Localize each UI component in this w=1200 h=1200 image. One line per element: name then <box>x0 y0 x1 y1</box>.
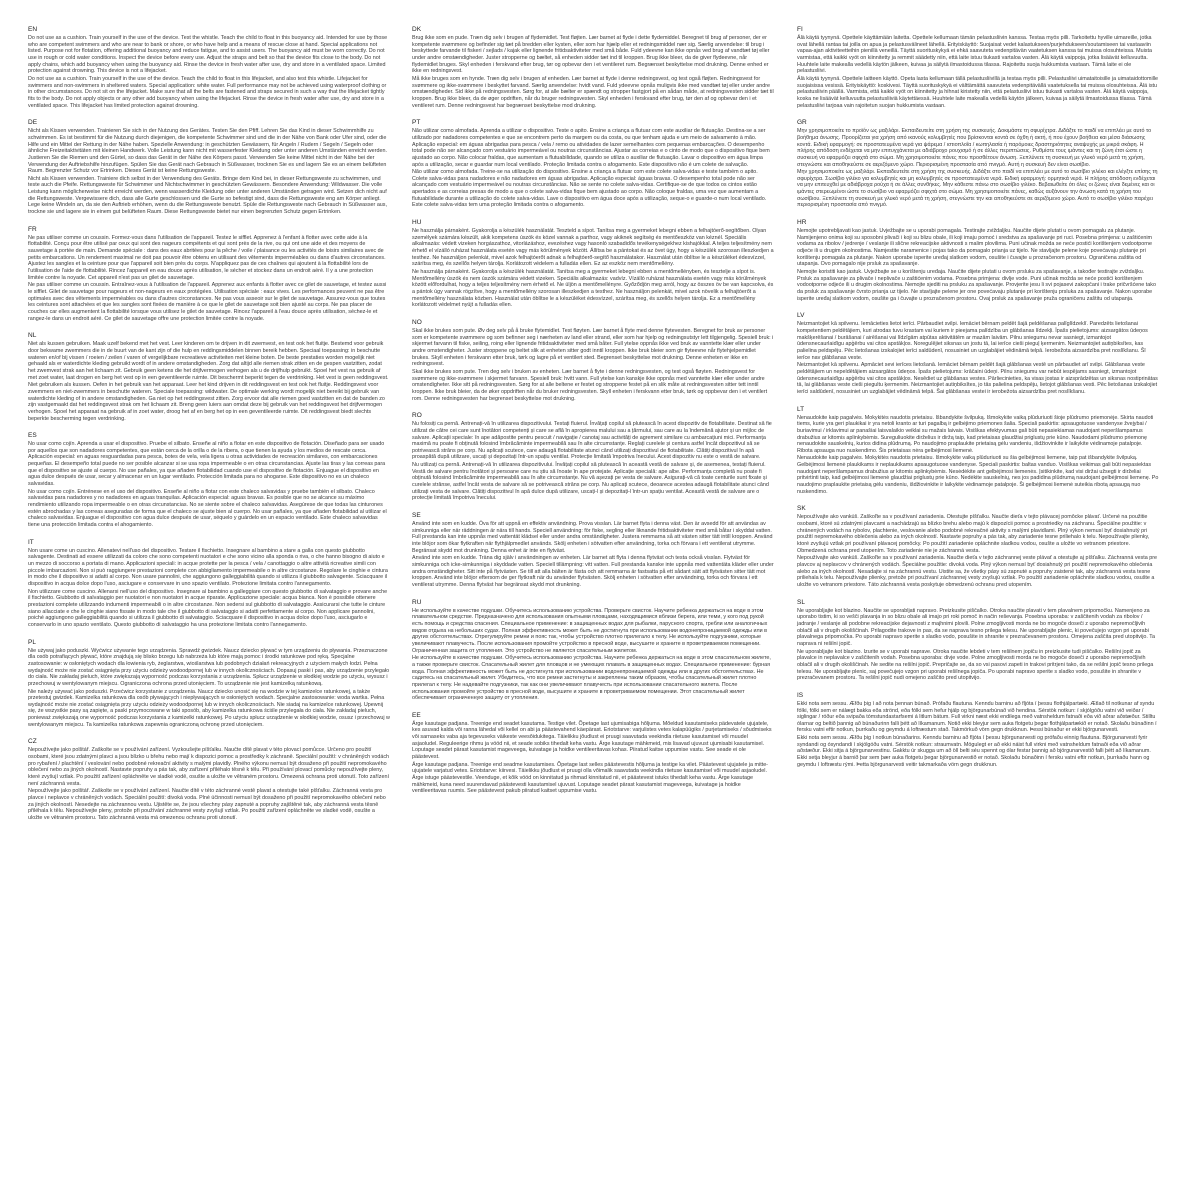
instruction-paragraph: Ärge kasutage padjana. Treenige end seadme kasutamises. Õpetage last selles päästevestis hõljuma ja testige ka vilet. Päästevest ujujatele ja mitte-ujujatele varjatud vetes. Eriotstarve: kiirvesi. Täielikku jõudlust ei pruugi olla võimalik saavutada veekindla riietuse kasutamisel või muudel asjaoludel. Ärge istuge päästevestile. Veenduge, et kõik vööd on kinnitatud ja rihmad kinnitatud nii, et päästevest istuks tihedalt keha vastu. Ärge kasutage mähkmeid, kuna need suurendavad päästevesti kasutamisel ujuvust. Loputage seadet pärast kasutamist mageveega, kuivatage ja hoidke ventileeritavas ruumis. See päästevest pakub piiratud kaitset uppumise vastu. <box>412 761 768 795</box>
language-code: IS <box>797 691 804 699</box>
instruction-paragraph: Nemojte upotrebljavati kao jastuk. Uvježbajte se u uporabi pomagala. Testirajte zviždaljku. Naučite dijete plutati u ovom pomagalu za plutanje. Namijenjeno onima koji su sposobni plivači i koji su blizu obale, ili koji imaju pomoć i sredstva za spašavanje pri ruci. Posebna primjena: u zaštićenim vodama za ribolov / jedrenje / veslanje ili slične rekreacijske aktivnosti s malim plovilima. Puni učinak možda se neće postići korištenjem vodootporne odjeće ili u drugim okolnostima. Namjestite naramenice i pojas tako da pomagalo prianja uz tijelo. Ne stavljajte pelene koje povećavaju plutanje pri korištenju pomagala za plutanje. Nakon uporabe isperite uređaj slatkom vodom, osušite i čuvajte u prozračenom prostoru. Ograničena zaštita od utapanja. Ovo pomagalo nije prsluk za spašavanje. <box>797 228 1153 268</box>
instruction-paragraph: Μην χρησιμοποιείτε ως μαξιλάρι. Εκπαιδευτείτε στη χρήση της συσκευής. Διδάξτε στο παιδί να επιπλέει με αυτό το σωσίβιο γιλέκο και ελέγξτε επίσης τη σφυρίχτρα. Σωσίβιο γιλέκο για κολυμβητές και μη κολυμβητές σε προστατευμένα νερά. Ειδική εφαρμογή: ορμητικά νερά. Η πλήρης απόδοση ενδέχεται να μην επιτευχθεί με αδιάβροχα ρούχα ή σε άλλες συνθήκες. Μην κάθεστε πάνω στο σωσίβιο γιλέκο. Βεβαιωθείτε ότι όλες οι ζώνες είναι δεμένες και οι ιμάντες στερεωμένοι ώστε το σωσίβιο να εφαρμόζει σφιχτά στο σώμα. Μη χρησιμοποιείτε πάνες, καθώς αυξάνουν την άνωση κατά τη χρήση του σωσίβιου. Ξεπλύνετε τη συσκευή με γλυκό νερό μετά τη χρήση, στεγνώστε την και αποθηκεύστε σε αεριζόμενο χώρο. Αυτό το σωσίβιο γιλέκο παρέχει περιορισμένη προστασία από πνιγμό. <box>797 169 1158 209</box>
language-section-lv <box>797 312 1159 395</box>
language-code: IT <box>28 538 34 546</box>
instruction-paragraph: Ne uporabljajte kot blazino. Naučite se uporabljati napravo. Preizkusite piščalko. Otroka naučite plavati v tem plavalnem pripomočku. Namenjeno za uporabo tistim, ki so vešči plavanja in so blizu obale ali imajo pri roki pomoč in način reševanja. Posebna uporaba: v zaščitenih vodah za ribolov / jadranje / veslanje ali podobne rekreacijske dejavnosti z majhnimi plovili. Polne zmogljivosti morda ne bo mogoče doseči z uporabo nepremočljivih oblačil ali v drugih okoliščinah. Prilagodite trakove in pas, da se naprava tesno prilega telesu. Ne uporabljajte plenic, ki povečujejo vzgon pri uporabi plavalnega pripomočka. Po uporabi napravo sperite s sladko vodo, posušite in shranite v prezračevanem prostoru. Omejena zaščita pred utopitvijo. Ta naprava ni rešilni jopič. <box>797 607 1155 647</box>
language-code: NO <box>412 318 422 326</box>
instruction-paragraph: No usar como cojín. Aprenda a usar el dispositivo. Pruebe el silbato. Enseñe al niño a flotar en este dispositivo de flotación. Diseñado para ser usado por aquellos que son nadadores competentes, que están cerca de la orilla o de la ribera, o que tienen la ayuda y los medios de rescate cerca. Aplicación especial: en aguas resguardadas para pesca, botes de vela, vela ligera u otras actividades de recreación similares, con embarcaciones pequeñas. El desempeño total puede no ser posible alcanzar si se usa ropa impermeable o en otras circunstancias. Ajuste las tiras y las correas para que el dispositivo se ajuste al cuerpo. No use pañales, ya que añaden flotabilidad cuando use el dispositivo de flotación. Enjuague el dispositivo en agua dulce después de usar, secar y almacenar en un lugar ventilado. Protección limitada para no ahogarse. Este dispositivo no es un chaleco salvavidas. <box>28 441 386 488</box>
language-code: HU <box>412 219 422 227</box>
instruction-paragraph: Ärge kasutage padjana. Treenige end seadet kasutama. Testige vilet. Õpetage last ujumisabiga hõljuma. Mõeldud kasutamiseks pädevatele ujujatele, kes asuvad kalda või ranna lähedal või kellel on abi ja päästevahend käepärast. Eriotstarve: varjulistes vetes kalapüügiks / purjetamiseks / sõudmiseks või sarnaseks vaba aja tegevuseks väikeste veesõidukitega. Täielikku jõudlust ei pruugi saavutada veekindla riietuse kasutamisel või muudel asjaoludel. Reguleerige rihmu ja vööd nii, et seade sobiks tihedalt keha vastu. Ärge kasutage mähkmeid, mis lisavad ujuvust ujumisabi kasutamisel. Loputage seadet pärast kasutamist mageveega, kuivatage ja hoidke ventileeritavas kohas. Piiratud kaitse uppumise vastu. See seade ei ole päästevest. <box>412 720 772 761</box>
instruction-paragraph: Må ikke bruges som en hynde. Træn dig selv i brugen af enheden. Lær barnet at flyde i denne redningsvest, og test også fløjten. Redningsvest for svømmere og ikke-svømmere i beskyttet farvand. Særlig anvendelse: hvidt vand. Fuld ydeevne opnås muligvis ikke med vandtæt tøj eller under andre omstændigheder. Sid ikke på redningsvesten. Sørg for, at alle bælter er spændt og stropper fastgjort på en sådan måde, at redningsvesten sidder tæt til kroppen. Brug ikke bleer, da de øger opdriften, når du bruger redningsvesten. Skyl enheden i ferskvand efter brug, tør den af og opbevar den i et ventileret rum. Denne redningsvest har begrænset beskyttelse mod drukning. <box>412 75 774 109</box>
language-code: HR <box>797 219 807 227</box>
language-section-no <box>412 319 774 402</box>
language-code: SE <box>412 512 421 520</box>
instruction-paragraph: Skal ikke brukes som pute. Øv deg selv på å bruke flytemidlet. Test fløyten. Lær barnet å flyte med denne flytevesten. Beregnet for bruk av personer som er kompetente svømmere og som befinner seg i nærheten av land eller strand, eller som har hjelp og redningsutstyr lett tilgjengelig. Spesiell bruk: i skjermet farvann til fiske, seiling, roing eller lignende fritidsaktiviteter med små båter. Full ytelse oppnås ikke ved bruk av vanntette klær eller under andre omstendigheter. Juster stroppene og beltet slik at enheten sitter godt inntil kroppen. Ikke bruk bleier som gir flyteevne når flytehjelpemidlet brukes. Skyll enheten i ferskvann etter bruk, tørk og lagre på et ventilert sted. Begrenset beskyttelse mot drukning. Denne enheten er ikke en redningsvest. <box>412 327 774 368</box>
language-code: EN <box>28 26 38 33</box>
language-section-fi <box>797 26 1159 109</box>
instruction-paragraph: Niet gebruiken als kussen. Oefen in het gebruik van het apparaat. Leer het kind drijven in dit reddingsvest en test ook het fluitje. Reddingsvest voor zwemmers en niet-zwemmers in beschutte wateren. Speciale toepassing: wildwater. De optimale werking wordt mogelijk niet bereikt bij gebruik van waterdichte kleding of in andere omstandigheden. Ga niet op het reddingsvest zitten. Zorg ervoor dat alle riemen goed vastzitten en dat de banden zo zijn vastgemaakt dat het reddingsvest strak om het lichaam zit. Breng geen luiers aan omdat deze bij gebruik van het reddingsvest het drijfvermogen verhogen. Spoel het apparaat na gebruik af in zoet water, droog het af en berg het op in een geventileerde ruimte. Dit reddingsvest biedt slechts beperkte bescherming tegen verdrinking. <box>28 382 385 422</box>
instruction-paragraph: No usar como cojín. Entrénese en el uso del dispositivo. Enseñe al niño a flotar con este chaleco salvavidas y pruebe también el silbato. Chaleco salvavidas para nadadores y no nadadores en aguas tranquilas. Aplicación especial: aguas bravas. Es posible que no se alcance su máximo rendimiento utilizando ropa impermeable o en otras circunstancias. No se siente sobre el chaleco salvavidas. Asegúrese de que todas las cinturones estén abrochadas y las correas aseguradas de forma que el chaleco se ajuste bien al cuerpo. No usar pañales, ya que añaden flotabilidad al utilizar el chaleco salvavidas. Enjuague el dispositivo con agua dulce después de usar, séquelo y guárdelo en un espacio ventilado. Este chaleco salvavidas tiene una protección limitada contra el ahogamiento. <box>28 488 387 529</box>
language-section-hr <box>797 219 1159 302</box>
instruction-paragraph: Не используйте в качестве подушки. Обучитесь использованию устройства. Проверьте свисток. Научите ребенка держаться на воде в этом плавательном средстве. Предназначено для использования опытными пловцами, находящимися вблизи берега, или теми, у кого под рукой есть помощь и средства спасения. Специальное применение: в защищенных водах для рыбалки, парусного спорта, гребли или аналогичных видов отдыха на небольших судах. Полная эффективность может быть не достигнута при использовании водонепроницаемой одежды или в других обстоятельствах. Отрегулируйте ремни и пояс так, чтобы устройство плотно прилегало к телу. Не используйте подгузники, которые увеличивают плавучесть. После использования промойте устройство в пресной воде, высушите и храните в проветриваемом помещении. Ограниченная защита от утопления. Это устройство не является спасательным жилетом. <box>412 607 768 654</box>
instruction-paragraph: Nie należy używać jako poduszki. Przećwicz korzystanie z urządzenia. Naucz dziecko unosić się na wodzie w tej kamizelce ratunkowej, a także przetestuj gwizdek. Kamizelka ratunkowa dla osób pływających i niepływających w osłoniętych wodach. Specjalne zastosowanie: woda wartka. Pełna wydajność może nie zostać osiągnięta przy użyciu odzieży wodoodpornej lub w innych okolicznościach. Nie siadaj na kamizelce ratunkowej. Upewnij się, że wszystkie pasy są zapięte, a paski przymocowane w taki sposób, aby kamizelka ratunkowa ściśle przylegała do ciała. Nie zakładaj pieluch, ponieważ zwiększają one wyporność podczas korzystania z kamizelki ratunkowej. Po użyciu spłucz urządzenie w słodkiej wodzie, osusz i przechowuj w wentylowanym miejscu. Ta kamizelka ratunkowa zapewnia ograniczoną ochronę przed utonięciem. <box>28 688 390 728</box>
column-left <box>28 26 390 832</box>
instruction-paragraph: Nepoužívajte ako vankúš. Zaškoľte sa v používaní zariadenia. Naučte dieťa v tejto záchrannej veste plávať a otestujte aj píšťalku. Záchranná vesta pre plavcov aj neplavcov v chránených vodách. Špeciálne použitie: divoká voda. Plný výkon nemusí byť dosiahnutý pri použití nepremokavého oblečenia alebo za iných okolností. Nesadajte si na záchrannú vestu. Uistite sa, že všetky pásy sú zapnuté a popruhy zaistené tak, aby záchranná vesta tesne priliehala k telu. Nepoužívajte plienky, pretože pri používaní záchrannej vesty zvyšujú vztlak. Po použití zariadenie opláchnite sladkou vodou, osušte a uložte vo vetranom priestore. Táto záchranná vesta poskytuje obmedzenú ochranu pred utopením. <box>797 555 1158 588</box>
instruction-paragraph: Ne használja párnaként. Gyakorolja a készülék használatát. Teszteld a sípot. Tanítsa meg a gyermeket lebegni ebben a felhajtóerő-segítőben. Olyan személyek számára készült, akik kompetens úszók és közel vannak a parthoz, vagy akiknek segítség és mentőeszköz van kéznél. Speciális alkalmazás: védett vizeken horgászathoz, vitorlázáshoz, evezéshez vagy hasonló szabadidős tevékenységekhez kishajókkal. A teljes teljesítmény nem érhető el vízálló ruházat használata esetén vagy más körülmények között. Állítsa be a pántokat és az övet úgy, hogy a készülék szorosan illeszkedjen a testhez. Ne használjon pelenkát, mivel azok felhajtóerőt adnak a felhajtóerő-segítő használatakor. Használat után öblítse le a készüléket édesvízzel, szárítsa meg, és szellős helyen tárolja. Korlátozott védelem a fulladás ellen. Ez az eszköz nem mentőmellény. <box>412 228 774 268</box>
language-section-fr <box>28 226 390 323</box>
language-code: PL <box>28 638 36 646</box>
instruction-paragraph: Não utilizar como almofada. Treine-se na utilização do dispositivo. Ensine a criança a flutuar com este colete salva-vidas e teste também o apito. Colete salva-vidas para nadadores e não nadadores em águas abrigadas. Aplicação especial: águas bravas. O desempenho total pode não ser alcançado com vestuário impermeável ou noutras circunstâncias. Não se sente no colete salva-vidas. Certifique-se de que todos os cintos estão apertados e as correias presas de modo a que o colete salva-vidas fique bem ajustado ao corpo. Não coloque fraldas, uma vez que aumentam a flutuabilidade durante a utilização do colete salva-vidas. Lave o dispositivo em água doce após a utilização, seque-o e guarde-o num local ventilado. Este colete salva-vidas tem uma proteção limitada contra o afogamento. <box>412 169 767 209</box>
language-section-de <box>28 119 390 216</box>
instruction-paragraph: Använd inte som en kudde. Träna dig själv i användningen av enheten. Lär barnet att flyta i denna flytväst och testa också visslan. Flytväst för simkunniga och icke-simkunniga i skyddade vatten. Speciell tillämpning: vitt vatten. Full prestanda kanske inte uppnås med vattentäta kläder eller under andra omständigheter. Sitt inte på flytvästen. Se till att alla bälten är fästa och att remmarna är fastsatta på ett sådant sätt att flytvästen sitter tätt mot kroppen. Använd inte blöjor eftersom de ger flytkraft när du använder flytvästen. Skölj enheten i sötvatten efter användning, torka och förvara i ett ventilerat utrymme. Denna flytväst har begränsat skydd mot drunkning. <box>412 555 774 588</box>
language-section-ee <box>412 712 774 795</box>
instruction-paragraph: Nepoužívejte jako polštář. Zaškolte se v používání zařízení. Vyzkoušejte píšťalku. Naučte dítě plavat v této plovací pomůcce. Určeno pro použití osobami, které jsou zdatnými plavci a jsou blízko u břehu nebo mají k dispozici pomoc a prostředky k záchraně. Speciální použití: v chráněných vodách pro rybaření / plachtění / veslování nebo podobné rekreační aktivity s malými plavidly. Plného výkonu nemusí být dosaženo při použití nepromokavého oblečení nebo za jiných okolností. Nastavte popruhy a pás tak, aby zařízení přiléhalo těsně k tělu. Při používání plovací pomůcky nepoužívejte pleny, které zvyšují vztlak. Po použití zařízení opláchněte ve sladké vodě, osušte a uložte ve větraném prostoru. Omezená ochrana proti utonutí. Toto zařízení není záchranná vesta. <box>28 747 390 787</box>
instruction-paragraph: Nenaudokite kaip pagalvės. Mokykitės naudotis prietaisu. Išbandykite švilpuką. Išmokykite vaiką plūduriuoti šioje plūdrumo priemonėje. Skirta naudoti tiems, kurie yra geri plaukikai ir yra netoli kranto ar turi pagalbą ir gelbėjimo priemones šalia. Speciali paskirtis: apsaugotuose vandenyse žvejybai / buriavimui / irklavimui ar panašiai laisvalaikio veiklai su mažais laivais. Visiškas efektyvumas gali būti nepasiekiamas naudojant neperšlampamus drabužius ar kitomis aplinkybėmis. Sureguliuokite dirželius ir diržą taip, kad prietaisas glaudžiai priglustų prie kūno. Naudodami plūdrumo priemonę nenaudokite sauskelnių, kurios didina plūdrumą. Po naudojimo praplaukite prietaisą gėlu vandeniu, išdžiovinkite ir laikykite vėdinamoje patalpoje. Ribota apsauga nuo nuskendimo. Šis prietaisas nėra gelbėjimosi liemenė. <box>797 414 1154 454</box>
language-code: DE <box>28 119 38 127</box>
instruction-paragraph: Ne uporabljajte kot blazino. Izurite se v uporabi naprave. Otroka naučite lebdeti v tem rešilnem jopiču in preizkusite tudi piščalko. Rešilni jopič za plavalce in neplavalce v zaščitenih vodah. Posebna uporaba: divje vode. Polne zmogljivosti morda ne bo mogoče doseči z uporabo nepremočljivih oblačil ali v drugih okoliščinah. Ne sedite na rešilni jopič. Prepričajte se, da so vsi pasovi zapeti in trakovi pritrjeni tako, da se rešilni jopič tesno prilega telesu. Ne uporabljajte plenic, saj povečujejo vzgon pri uporabi rešilnega jopiča. Po uporabi napravo sperite s sladko vodo, posušite in shranite v prezračevanem prostoru. Ta rešilni jopič nudi omejeno zaščito pred utopitvijo. <box>797 648 1154 682</box>
instruction-paragraph: Do not use as a cushion. Train yourself in the use of the device. Test the whistle. Teach the child to float in this buoyancy aid. Intended for use by those who are competent swimmers and who are near to bank or shore, or who have help and a means of rescue close at hand. Special applications not listed. Purpose not for flotation, offering additional buoyancy and reduce fatigue, and to assist users. The buoyancy aid must be worn correctly. Do not use in rough or cold water conditions. Inspect the device before every use. Adjust the straps and belt so that the device fits close to the body. Do not apply chains, which add buoyancy when using the buoyancy aid. Rinse the device in fresh water after use, dry and store in a ventilated space. Limited protection against drowning. This device is not a lifejacket. <box>28 35 388 75</box>
instruction-paragraph: Nie używaj jako poduszki. Wyćwicz używanie tego urządzenia. Sprawdź gwizdek. Naucz dziecko pływać w tym urządzeniu do pływania. Przeznaczone dla osób potrafiących pływać, które znajdują się blisko brzegu lub nabrzeża lub które mają pomoc i środki ratunkowe pod ręką. Specjalne zastosowanie: w osłoniętych wodach dla łowienia ryb, żeglarstwa, wioślarstwa lub podobnych działań rekreacyjnych z użyciem małych łodzi. Pełna wydajność może nie zostać osiągnięta przy użyciu odzieży wodoodpornej lub w innych okolicznościach. Dopasuj paski i pas, aby urządzenie przylegało do ciała. Nie zakładaj pieluch, które zwiększają wyporność podczas korzystania z urządzenia. Spłucz urządzenie w słodkiej wodzie po użyciu, wysusz i przechowuj w wentylowanym miejscu. Ograniczona ochrona przed utonięciem. To urządzenie nie jest kamizelką ratunkową. <box>28 647 390 687</box>
language-section-ru <box>412 599 774 702</box>
column-middle <box>412 26 774 805</box>
language-code: FR <box>28 225 37 233</box>
language-section-se <box>412 512 774 589</box>
instruction-paragraph: Använd inte som en kudde. Öva för att uppnå en effektiv användning. Prova visslan. Lär barnet flyta i denna väst. Den är avsedd för att användas av simkunniga eller när räddningen är nära till hands. Speciell användning: för fiske, segling eller liknande fritidsaktiviteter med små båtar i skyddat vatten. Full prestanda kan inte uppnås med vattentät klädsel eller under andra omständigheter. Justera remmarna så att västen sitter tätt intill kroppen. Använd inte blöjor som ökar flytkraften när flythjälpmedlet används. Skölj enheten i sötvatten efter användning, torka och förvara i ett ventilerat utrymme. Begränsat skydd mot drunkning. Denna enhet är inte en flytväst. <box>412 521 773 554</box>
instruction-paragraph: Не используйте в качестве подушки. Обучитесь использованию устройства. Научите ребенка держаться на воде в этом спасательном жилете, а также проверьте свисток. Спасательный жилет для пловцов и не умеющих плавать в защищенных водах. Специальное применение: бурная вода. Полная эффективность может быть не достигнута при использовании водонепроницаемой одежды или в других обстоятельствах. Не садитесь на спасательный жилет. Убедитесь, что все ремни застегнуты и закреплены таким образом, чтобы спасательный жилет плотно прилегал к телу. Не надевайте подгузники, так как они увеличивают плавучесть при использовании спасательного жилета. После использования промойте устройство в пресной воде, высушите и храните в проветриваемом помещении. Этот спасательный жилет обеспечивает ограниченную защиту от утопления. <box>412 655 771 702</box>
instruction-paragraph: Nicht als Kissen verwenden. Trainieren Sie sich in der Nutzung des Gerätes. Testen Sie den Pfiff. Lehren Sie das Kind in dieser Schwimmhilfe zu schwimmen. Es ist bestimmt für die Nutzung durch diejenigen, die kompetente Schwimmer sind und die in der Nähe von Bank oder Ufer sind, oder die Hilfe und ein Mittel der Rettung in der Nähe haben. Spezielle Anwendung: in geschützten Gewässern, für Angeln / Rudern / Segeln / Segeln oder ähnliche Freizeitaktivitäten mit kleinen Handwerk. Volle Leistung kann nicht mit wasserfester Kleidung oder unter anderen Umständen erreicht werden. Justieren Sie die Riemen und den Gürtel, so dass das Gerät in der Nähe des Körpers passt. Verwenden Sie keine Mittel nicht in der Nähe bei der Verwendung der Auftriebshilfe hinzufügen. Spülen Sie das Gerät nach Gebrauch in Süßwasser, trocknen Sie es und lagern Sie es an einem belüfteten Raum. Begrenzter Schutz vor Ertrinken. Dieses Gerät ist keine Rettungsweste. <box>28 128 387 175</box>
instruction-paragraph: Skal ikke brukes som pute. Tren deg selv i bruken av enheten. Lær barnet å flyte i denne redningsvesten, og test også fløyten. Redningsvest for svømmere og ikke-svømmere i skjermet farvann. Spesiell bruk: hvitt vann. Full ytelse kan kanskje ikke oppnås med vanntette klær eller under andre omstendigheter. Ikke sitt på redningsvesten. Sørg for at alle beltene er festet og stroppene festet på en slik måte at redningsvesten sitter tett inntil kroppen. Ikke bruk bleier, da de øker oppdriften når du bruker redningsvesten. Skyll enheten i ferskvann etter bruk, tørk og oppbevar den i et ventilert rom. Denne redningsvesten har begrenset beskyttelse mot drukning. <box>412 368 768 402</box>
instruction-paragraph: Neizmantojiet kā spilvenu. Iemācieties lietot ierīci. Pārbaudiet svilpi. Iemāciet bērnam peldēt šajā peldēšanas palīglīdzeklī. Paredzēts lietošanai kompetentiem peldētājiem, kuri atrodas tuvu krastam vai kuriem ir pieejama palīdzība un glābšanas līdzekļi. Īpašs pielietojums: aizsargātos ūdeņos makšķerēšanai / burāšanai / airēšanai vai līdzīgām atpūtas aktivitātēm ar mazām laivām. Pilnu sniegumu nevar sasniegt, izmantojot ūdensnecaurlaidīgu apģērbu vai citos apstākļos. Noregulējiet siksnas un jostu tā, lai ierīce cieši pieguļ ķermenim. Neizmantojiet autiņbiksītes, kas palielina peldspēju. Pēc lietošanas izskalojiet ierīci saldūdenī, nosusiniet un uzglabājiet vēdināmā telpā. Ierobežota aizsardzība pret noslīkšanu. Šī ierīce nav glābšanas veste. <box>797 321 1148 361</box>
instruction-paragraph: Älä käytä tyynynä. Opettele käyttämään laitetta. Opettele kellumaan tämän pelastusliivin kanssa. Testaa myös pilli. Tarkoitettu hyville uimareille, jotka ovat lähellä rantaa tai joilla on apua ja pelastusvälineet lähellä. Erityiskäyttö: Suojaisat vedet kalastukseen/purjehdukseen/soutamiseen tai vastaaviin vapaa-ajan aktiviteetteihin pienillä veneillä. Täyttä suorituskykyä ei ehkä saavuteta vedenpitävän vaatetuksen kanssa tai muissa olosuhteissa. Muista varmistaa, että kaikki vyöt on kiinnitetty ja remmit säädetty niin, että laite istuu tiukasti vartaloa vasten. Älä käytä vaippoja, jotka lisäävät kelluvuutta. Huuhtele laite makealla vedellä käytön jälkeen, kuivaa ja säilytä ilmastoidussa tilassa. Rajoitettu suoja hukkumista vastaan. Tämä laite ei ole pelastusliivi. <box>797 35 1152 75</box>
instruction-paragraph: Nu utilizați ca pernă. Antrenați-vă în utilizarea dispozitivului. Învățați copilul să plutească în această vestă de salvare și, de asemenea, testați fluierul. Vestă de salvare pentru înotători și persoane care nu știu să înoate în ape protejate. Aplicație specială: ape albe. Performanța completă nu poate fi obținută folosind îmbrăcăminte impermeabilă sau în alte circumstanțe. Nu vă așezați pe vesta de salvare. Asigurați-vă că toate centurile sunt fixate și curelele strânse, astfel încât vesta de salvare să se potrivească strâns pe corp. Nu aplicați scutece, deoarece acestea adaugă flotabilitate atunci când utilizați vesta de salvare. Clătiți dispozitivul în apă dulce după utilizare, uscați-l și depozitați-l într-un spațiu ventilat. Această vestă de salvare are o protecție limitată împotriva înecului. <box>412 462 769 502</box>
column-right <box>797 26 1159 778</box>
instruction-paragraph: Ekki nota sem sessu. Æfðu þig í að nota þennan búnað. Prófaðu flautuna. Kenndu barninu að fljóta í þessu flothjálpartæki. Ætlað til notkunar af syndu fólki, fólki sem er nálægt bakka eða strönd, eða fólki sem hefur hjálp og björgunarbúnað við hendina. Sérstök notkun: í skjólgóðu vatni við veiðar / siglingar / róður eða svipaða tómstundastarfsemi á litlum bátum. Full virkni næst ekki endilega með vatnsheldum fatnaði eða við aðrar aðstæður. Stilltu ólarnar og beltið þannig að búnaðurinn falli þétt að líkamanum. Notið ekki bleyjur sem auka flotgetu þegar flothjálpartækið er notað. Skolaðu búnaðinn í fersku vatni eftir notkun, þurrkaðu og geymdu á loftræstum stað. Takmörkuð vörn gegn drukknun. Þessi búnaður er ekki björgunarvesti. <box>797 700 1157 734</box>
instruction-paragraph: Não utilizar como almofada. Aprenda a utilizar o dispositivo. Teste o apito. Ensine a criança a flutuar com este auxiliar de flutuação. Destina-se a ser utilizado por nadadores competentes e que se encontrem perto da margem ou da costa, ou que tenham ajuda e um meio de salvamento à mão. Aplicação especial: em águas abrigadas para pesca / vela / remo ou atividades de lazer semelhantes com pequenas embarcações. O desempenho total pode não ser alcançado com vestuário impermeável ou noutras circunstâncias. Ajustar as correias e o cinto de modo que o dispositivo fique bem ajustado ao corpo. Não colocar fraldas, que aumentam a flutuabilidade, quando se utiliza o auxiliar de flutuação. Lavar o dispositivo em água limpa após a utilização, secar e guardar num local ventilado. Proteção limitada contra o afogamento. Este dispositivo não é um colete de salvação. <box>412 128 770 168</box>
instruction-paragraph: Ekki nota sem sessu. Æfðu þig í notkun búnaðarins. Kenndu barninu að fljóta í þessu björgunarvesti og prófaðu einnig flautuna. Björgunarvesti fyrir syndandi og ósyndandi í skjólgóðu vatni. Sérstök notkun: straumvatn. Mögulegt er að ekki náist full virkni með vatnsheldum fatnaði eða við aðrar aðstæður. Ekki sitja á björgunarvestinu. Gakktu úr skugga um að öll belti séu spennt og ólar festar þannig að björgunarvestið falli þétt að líkamanum. Ekki setja bleyjur á barnið þar sem þær auka flotgetu þegar björgunarvestið er notað. Skolaðu búnaðinn í fersku vatni eftir notkun, þurrkaðu hann og geymdu í loftræstu rými. Þetta björgunarvesti veitir takmarkaða vörn gegn drukknun. <box>797 735 1151 768</box>
language-section-lt <box>797 406 1159 496</box>
language-section-pt <box>412 119 774 209</box>
instruction-paragraph: Brug ikke som en pude. Træn dig selv i brugen af flydemidlet. Test fløjten. Lær barnet at flyde i dette flydemiddel. Beregnet til brug af personer, der er kompetente svømmere og befinder sig tæt på bredden eller kysten, eller som har hjælp eller et redningsmiddel nær sig. Særlig anvendelse: til brug i beskyttede farvande til fiskeri / sejlads / kajak eller lignende fritidsaktiviteter med små både. Fuld ydeevne kan ikke opnås ved brug af vandtæt tøj eller under andre omstændigheder. Juster stropperne og bæltet, så enheden sidder tæt ind til kroppen. Brug ikke bleer, da de giver flydeevne, når flydemidlet bruges. Skyl enheden i ferskvand efter brug, tør og opbevar den i et ventileret rum. Begrænset beskyttelse mod drukning. Denne enhed er ikke en redningsvest. <box>412 35 770 75</box>
language-code: SK <box>797 505 806 513</box>
language-code: CZ <box>28 738 37 746</box>
language-section-hu <box>412 219 774 309</box>
instruction-paragraph: Ne pas utiliser comme un coussin. Formez-vous dans l'utilisation de l'appareil. Testez le sifflet. Apprenez à l'enfant à flotter avec cette aide à la flottabilité. Conçu pour être utilisé par ceux qui sont des nageurs compétents et qui sont près de la rive, ou qui ont une aide et des moyens de sauvetage à portée de main. Demande spéciale : dans des eaux abritées pour la pêche / voile / plaisance ou les activités de loisirs similaires avec de petits embarcations. Un rendement maximal ne doit pas pouvoir être obtenu en utilisant des vêtements imperméables ou dans d'autres circonstances. Ajustez les sangles et la ceinture pour que l'appareil soit bien près du corps. N'appliquez pas de ces chaînes qui ajoutent à la flottabilité lors de l'utilisation de l'aide de flottabilité. Rincez l'appareil en eau douce après utilisation, le sécher et stockez dans un endroit aéré. Il y a une protection limitée contre la noyade. Cet appareil n'est pas un gilet de sauvetage. <box>28 234 386 281</box>
language-code: ES <box>28 432 37 440</box>
language-code: LV <box>797 312 805 320</box>
language-code: RU <box>412 598 422 606</box>
instruction-paragraph: Niet als kussen gebruiken. Maak uzelf bekend met het vest. Leer kinderen om te drijven in dit zwemvest, en test ook het fluitje. Bestemd voor gebruik door bekwame zwemmers die in de buurt van de kant zijn of die hulp en reddingsmiddelen binnen bereik hebben. Speciaal toepassing: in beschutte wateren en/of bij vissen / roeien / zeilen / varen of vergelijkbare recreatieve activiteiten met kleine boten. De beste prestaties worden mogelijk niet gehaald als er waterdichte kleding gebruikt wordt of in andere omstandigheden. Zorg dat altijd alle riemen strak zitten en de gespen vastzitten, zodat het zwemvest strak aan het lichaam zit. Gebruik geen ketens die het drijfvermogen verhogen als u de drijfhulp gebruikt. Spoel het vest na gebruik af met zoet water, laat drogen en berg het vest op in een geventileerde ruimte. Dit beschermt beperkt tegen de verdrinking. Het vest is geen reddingsvest. <box>28 341 389 381</box>
language-section-ro <box>412 412 774 502</box>
language-code: FI <box>797 26 803 33</box>
language-code: DK <box>412 26 422 33</box>
language-section-en <box>28 26 390 109</box>
language-code: GR <box>797 119 807 127</box>
language-code: EE <box>412 711 421 719</box>
instruction-paragraph: Ne használja párnaként. Gyakorolja a készülék használatát. Tanítsa meg a gyermeket lebegni ebben a mentőmellényben, és tesztelje a sípot is. Mentőmellény úszók és nem úszók számára védett vizeken. Speciális alkalmazás: vadvíz. Vízálló ruházat használata esetén vagy más körülmények között előfordulhat, hogy a teljes teljesítmény nem érhető el. Ne üljön a mentőmellényre. Győződjön meg arról, hogy az összes öv be van kapcsolva, és a pántok úgy vannak rögzítve, hogy a mentőmellény szorosan illeszkedjen a testhez. Ne használjon pelenkát, mivel azok növelik a felhajtóerőt a mentőmellény használata közben. Használat után öblítse le a készüléket édesvízzel, szárítsa meg, és szellős helyen tárolja. Ez a mentőmellény korlátozott védelmet nyújt a fulladás ellen. <box>412 269 774 309</box>
language-section-dk <box>412 26 774 109</box>
language-code: NL <box>28 332 37 340</box>
language-code: LT <box>797 405 805 413</box>
instruction-paragraph: Nicht als Kissen verwenden. Trainiere dich selbst in der Verwendung des Geräts. Bringe dem Kind bei, in dieser Rettungsweste zu schwimmen, und teste auch die Pfeife. Rettungsweste für Schwimmer und Nichtschwimmer in geschützten Gewässern. Besondere Anwendung: Wildwasser. Die volle Leistung kann möglicherweise nicht erreicht werden, wenn wasserdichte Kleidung oder unter anderen Umständen getragen wird. Setzen dich nicht auf die Rettungsweste. Vergewissere dich, dass alle Gurte geschlossen und die Gurte so befestigt sind, dass die Rettungsweste eng am Körper anliegt. Lege keine Windeln an, da sie den Auftrieb erhöhen, wenn du die Rettungsweste benutzt. Spüle die Rettungsweste nach Gebrauch in Süßwasser aus, trockne sie und lagere sie in einem gut belüfteten Raum. Diese Rettungsweste bietet nur einen begrenzten Schutz gegen Ertrinken. <box>28 175 388 216</box>
instruction-paragraph: Neizmantojiet kā spilvenu. Apmāciet sevi ierīces lietošanā. Iemāciet bērnam peldēt šajā glābšanas vestē un pārbaudiet arī svilpi. Glābšanas veste peldētājiem un nepeldētājiem aizsargātos ūdeņos. Īpašs pielietojums: krāčaini ūdeņi. Pilnu sniegumu var nebūt iespējams sasniegt, izmantojot ūdensnecaurlaidīgu apģērbu vai citos apstākļos. Nesēdiet uz glābšanas vestes. Pārliecinieties, ka visas jostas ir aizsprādzētas un siksnas nostiprinātas tā, lai glābšanas veste cieši piegultu ķermenim. Neizmantojiet autiņbiksītes, jo tās palielina peldspēju, lietojot glābšanas vesti. Pēc lietošanas izskalojiet ierīci saldūdenī, nosusiniet un uzglabājiet vēdināmā telpā. Šai glābšanas vestei ir ierobežota aizsardzība pret noslīkšanu. <box>797 362 1158 395</box>
instruction-paragraph: Älä käytä tyynynä. Opettele laitteen käyttö. Opeta lasta kellumaan tällä pelastusliivillä ja testaa myös pilli. Pelastusliivi uimataitoisille ja uimataidottomille suojaisissa vesissä. Erityiskäyttö: koskivesi. Täyttä suorituskykyä ei välttämättä saavuteta vedenpitävällä vaatetuksella tai muissa olosuhteissa. Älä istu pelastusliivin päällä. Varmista, että kaikki vyöt on kiinnitetty ja hihnat kiristetty niin, että pelastusliivi istuu tiukasti vartaloa vasten. Älä käytä vaippoja, koska ne lisäävät kelluvuutta pelastusliiviä käytettäessä. Huuhtele laite makealla vedellä käytön jälkeen, kuivaa ja säilytä ilmastoidussa tilassa. Tämä pelastusliivi tarjoaa vain rajoitetun suojan hukkumista vastaan. <box>797 75 1159 109</box>
language-section-nl <box>28 332 390 422</box>
instruction-paragraph: Nenaudokite kaip pagalvės. Mokykitės naudotis prietaisu. Išmokykite vaiką plūduriuoti su šia gelbėjimosi liemene, taip pat išbandykite švilpuką. Gelbėjimosi liemenė plaukikams ir neplaukikams apsaugotuose vandenyse. Speciali paskirtis: baltas vanduo. Visiškas veikimas gali būti nepasiektas naudojant neperšlampamus drabužius ar kitomis aplinkybėmis. Nesėdėkite ant gelbėjimosi liemenės. Įsitikinkite, kad visi diržai užsegti ir dirželiai pritvirtinti taip, kad gelbėjimosi liemenė glaudžiai priglustų prie kūno. Nedėkite sauskelnių, nes jos padidina plūdrumą naudojant gelbėjimosi liemenę. Po naudojimo praplaukite prietaisą gėlu vandeniu, išdžiovinkite ir laikykite vėdinamoje patalpoje. Ši gelbėjimosi liemenė suteikia ribotą apsaugą nuo nuskendimo. <box>797 455 1159 495</box>
instruction-paragraph: Μην χρησιμοποιείτε το προϊόν ως μαξιλάρι. Εκπαιδευτείτε στη χρήση της συσκευής. Δοκιμάστε τη σφυρίχτρα. Διδάξτε το παιδί να επιπλέει με αυτό το βοήθημα άνωσης. Προορίζεται για χρήση από ικανούς κολυμβητές που βρίσκονται κοντά σε όχθη ή ακτή, ή που έχουν βοήθεια και μέσα διάσωσης κοντά. Ειδική εφαρμογή: σε προστατευμένα νερά για ψάρεμα / ιστιοπλοΐα / κωπηλασία ή παρόμοιες δραστηριότητες αναψυχής με μικρά σκάφη. Η πλήρης απόδοση ενδέχεται να μην επιτυγχάνεται με αδιάβροχο ρουχισμό ή σε άλλες περιπτώσεις. Ρυθμίστε τους ιμάντες και τη ζώνη έτσι ώστε η συσκευή να εφαρμόζει σφιχτά στο σώμα. Μη χρησιμοποιείτε πάνες που προσθέτουν άνωση. Ξεπλύνετε τη συσκευή με γλυκό νερό μετά τη χρήση, στεγνώστε και αποθηκεύστε σε αεριζόμενο χώρο. Περιορισμένη προστασία από πνιγμό. Αυτή η συσκευή δεν είναι σωσίβιο. <box>797 128 1152 168</box>
language-section-gr <box>797 119 1159 209</box>
language-code: RO <box>412 412 422 420</box>
language-section-cz <box>28 738 390 821</box>
language-section-es <box>28 432 390 529</box>
instruction-paragraph: Non utilizzare come cuscino. Allenarsi nell'uso del dispositivo. Insegnare al bambino a galleggiare con questo giubbotto di salvataggio e provare anche il fischietto. Giubbotto di salvataggio per nuotatori e non nuotatori in acque riparate. Applicazione speciale: acqua bianca. Non è possibile ottenere prestazioni complete utilizzando indumenti impermeabili o in altre circostanze. Non sedersi sul giubbotto di salvataggio. Assicurarsi che tutte le cinture siano allacciate e che le cinghie siano fissate in modo tale che il giubbotto di salvataggio si adatti perfettamente al corpo. Non applicare pannolini, poiché aggiungono galleggiabilità quando si utilizza il giubbotto di salvataggio. Sciacquare il dispositivo in acqua dolce dopo l'uso, asciugarlo e conservarlo in uno spazio ventilato. Questo giubbotto di salvataggio ha una protezione limitata contro l'annegamento. <box>28 588 388 628</box>
language-section-pl <box>28 639 390 729</box>
instruction-paragraph: Nepoužívejte jako polštář. Zaškolte se v používání zařízení. Naučte dítě v této záchranné vestě plavat a otestujte také píšťalku. Záchranná vesta pro plavce i neplavce v chráněných vodách. Speciální použití: divoká voda. Plné účinnosti nemusí být dosaženo při použití nepromokavého oblečení nebo za jiných okolností. Nesedejte na záchrannou vestu. Ujistěte se, že jsou všechny pásy zapnuté a popruhy zajištěné tak, aby záchranná vesta těsně přiléhala k tělu. Nepoužívejte pleny, protože při používání záchranné vesty zvyšují vztlak. Po použití zařízení opláchněte ve sladké vodě, osušte a uložte ve větraném prostoru. Tato záchranná vesta má omezenou ochranu proti utonutí. <box>28 788 386 821</box>
language-section-sk <box>797 505 1159 588</box>
instruction-paragraph: Nepoužívajte ako vankúš. Zaškoľte sa v používaní zariadenia. Otestujte píšťalku. Naučte dieťa v tejto plávacej pomôcke plávať. Určené na použitie osobami, ktoré sú zdatnými plavcami a nachádzajú sa blízko brehu alebo majú k dispozícii pomoc a prostriedky na záchranu. Špeciálne použitie: v chránených vodách na rybolov, plachtenie, veslovanie alebo podobné rekreačné aktivity s malými plavidlami. Plný výkon nemusí byť dosiahnutý pri použití nepremokavého oblečenia alebo za iných okolností. Nastavte popruhy a pás tak, aby zariadenie tesne priliehalo k telu. Nepoužívajte plienky, ktoré zvyšujú vztlak pri používaní plávacej pomôcky. Po použití zariadenie opláchnite sladkou vodou, osušte a uložte vo vetranom priestore. Obmedzená ochrana pred utopením. Toto zariadenie nie je záchranná vesta. <box>797 514 1150 554</box>
instruction-paragraph: Ne pas utiliser comme un coussin. Entraînez-vous à l'utilisation de l'appareil. Apprenez aux enfants à flotter avec ce gilet de sauvetage, et testez aussi le sifflet. Gilet de sauvetage pour nageurs et non-nageurs en eaux protégées. Utilisation spéciale : eaux vives. Les performances peuvent ne pas être optimales avec des vêtements imperméables ou dans d'autres circonstances. Ne pas vous asseoir sur le gilet de sauvetage. Assurez-vous que toutes les ceintures sont attachées et que les sangles sont fixées de manière à ce que le gilet de sauvetage soit bien ajusté au corps. Ne pas placer de couches car elles augmentent la flottabilité lorsque vous utilisez le gilet de sauvetage. Rincez l'appareil à l'eau douce après utilisation, séchez-le et rangez-le dans un endroit aéré. Ce gilet de sauvetage offre une protection limitée contre la noyade. <box>28 282 387 322</box>
language-section-is <box>797 692 1159 769</box>
language-code: PT <box>412 119 421 127</box>
instruction-paragraph: Nu folosiți ca pernă. Antrenați-vă în utilizarea dispozitivului. Testați fluierul. Învățați copilul să plutească în acest dispozitiv de flotabilitate. Destinat să fie utilizat de către cei care sunt înotători competenți și care se află în apropierea malului sau a țărmului, sau care au la îndemână ajutor și un mijloc de salvare. Aplicații speciale: în ape adăpostite pentru pescuit / navigație / canotaj sau activități de agrement similare cu ambarcațiuni mici. Performanța maximă nu poate fi obținută folosind îmbrăcăminte impermeabilă sau în alte circumstanțe. Reglați curelele și centura astfel încât dispozitivul să se potrivească strâns pe corp. Nu aplicați scutece, care adaugă flotabilitate atunci când utilizați dispozitivul de flotabilitate. Clătiți dispozitivul în apă proaspătă după utilizare, uscați și depozitați într-un spațiu ventilat. Protecție limitată împotriva înecului. Acest dispozitiv nu este o vestă de salvare. <box>412 421 772 461</box>
instruction-paragraph: Non usare come un cuscino. Allenatevi nell'uso del dispositivo. Testare il fischietto. Insegnare al bambino a stare a galla con questo giubbotto salvagente. Destinati ad essere utilizzati da coloro che sono competenti nuotatori e che sono vicino alla sponda o riva, o che hanno bisogno di aiuto e un mezzo di soccorso a portata di mano. Applicazioni speciali: in acque protette per la pesca / vela / canottaggio o altre attività ricreative simili con piccole imbarcazioni. Non si può raggiungere prestazioni complete con abbigliamento impermeabile o in altre circostanze. Regolare le cinghie e cintura in modo che il dispositivo si adatti al corpo. Non usare pannolini, che aggiungono galleggiabilità quando si utilizza il giubbotto salvagente. Sciacquare il dispositivo in acqua dolce dopo l'uso, asciugare e conservare in uno spazio ventilato. Protezione limitata contro l'annegamento. <box>28 547 388 587</box>
instruction-paragraph: Nemojte koristiti kao jastuk. Uvježbajte se u korištenju uređaja. Naučite dijete plutati u ovom prsluku za spašavanje, a također testirajte zviždaljku. Prsluk za spašavanje za plivače i neplivače u zaštićenim vodama. Posebna primjena: divlje vode. Puni učinak možda se neće postići korištenjem vodootporne odjeće ili u drugim okolnostima. Nemojte sjediti na prsluku za spašavanje. Provjerite jesu li svi pojasevi zakopčani i trake pričvršćene tako da prsluk za spašavanje čvrsto prianja uz tijelo. Ne stavljajte pelene jer one povećavaju plutanje pri korištenju prsluka za spašavanje. Nakon uporabe isperite uređaj slatkom vodom, osušite ga i čuvajte u prozračenom prostoru. Ovaj prsluk za spašavanje pruža ograničenu zaštitu od utapanja. <box>797 269 1156 302</box>
language-code: SL <box>797 598 805 606</box>
language-section-sl <box>797 599 1159 682</box>
language-section-it <box>28 539 390 629</box>
instruction-paragraph: Do not use as a cushion. Train yourself in the use of the device. Teach the child to float in this lifejacket, and also test this whistle. Lifejacket for swimmers and non-swimmers in sheltered waters. Special application: white water. Full performance may not be achieved using waterproof clothing or in other circumstances. Do not sit on the lifejacket. Make sure that all the belts are fastened and straps secured in such a way that the lifejacket tightly fits to the body. Do not apply objects or any other add buoyancy when using the lifejacket. Rinse the device in fresh water after use, dry and store in a ventilated space. This lifejacket has limited protection against drowning. <box>28 75 387 109</box>
